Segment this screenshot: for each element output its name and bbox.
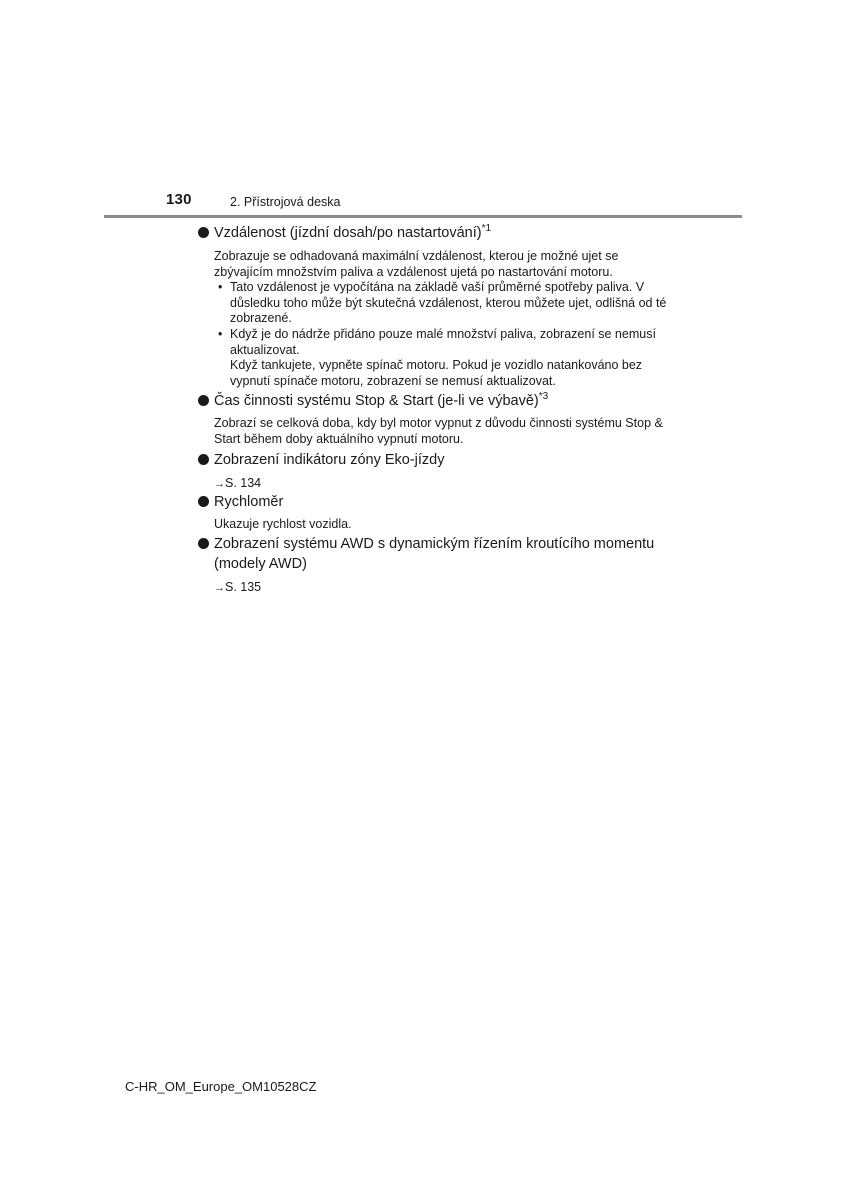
- page-reference[interactable]: →S. 134: [214, 475, 262, 490]
- document-code: C-HR_OM_Europe_OM10528CZ: [125, 1079, 317, 1094]
- item-description: Zobrazuje se odhadovaná maximální vzdálenost, kterou je možné ujet se zbývajícím množstvím paliva a vzdálenost ujetá po nastartování motoru.: [214, 249, 619, 279]
- item-heading-stop-start: Čas činnosti systému Stop & Start (je-li ve výbavě)$^{*3}$: [198, 391, 668, 411]
- bullet-dot-icon: [198, 538, 209, 549]
- item-body-speedometer: [198, 517, 668, 533]
- list-item: • Tato vzdálenost je vypočítána na základě vaší průměrné spotřeby paliva. V důsledku toho může být skutečná vzdálenost, kterou můžete ujet, odlišná od té zobrazené.: [218, 280, 667, 326]
- item-body-distance: [198, 249, 668, 389]
- arrow-right-icon: →: [214, 477, 225, 490]
- item-description: Ukazuje rychlost vozidla.: [214, 516, 352, 531]
- item-heading-eco-zone: Zobrazení indikátoru zóny Eko-jízdy: [198, 450, 668, 470]
- section-title: 2. Přístrojová deska: [230, 195, 341, 209]
- page-reference[interactable]: →S. 135: [214, 580, 262, 595]
- item-heading-awd: Zobrazení systému AWD s dynamickým řízením kroutícího momentu (modely AWD): [198, 534, 668, 574]
- header-divider: [104, 215, 742, 218]
- small-bullet-icon: •: [218, 280, 223, 295]
- item-description: Zobrazí se celková doba, kdy byl motor vypnut z důvodu činnosti systému Stop & Start během doby aktuálního vypnutí motoru.: [214, 416, 663, 446]
- list-item-note: Když tankujete, vypněte spínač motoru. Pokud je vozidlo natankováno bez vypnutí spínače motoru, zobrazení se nemusí aktualizovat.: [230, 358, 643, 388]
- bullet-dot-icon: [198, 496, 209, 507]
- bullet-dot-icon: [198, 227, 209, 238]
- list-item: • Když je do nádrže přidáno pouze malé množství paliva, zobrazení se nemusí aktualizovat.: [218, 326, 656, 357]
- item-heading-speedometer: Rychloměr: [198, 492, 668, 512]
- item-heading-distance: Vzdálenost (jízdní dosah/po nastartování)$^{*1}$: [198, 223, 668, 243]
- arrow-right-icon: →: [214, 582, 225, 595]
- item-body-stop-start: [198, 416, 668, 447]
- page-number: 130: [166, 191, 192, 208]
- content: [198, 223, 668, 596]
- bullet-dot-icon: [198, 454, 209, 465]
- bullet-dot-icon: [198, 395, 209, 406]
- small-bullet-icon: •: [218, 326, 223, 341]
